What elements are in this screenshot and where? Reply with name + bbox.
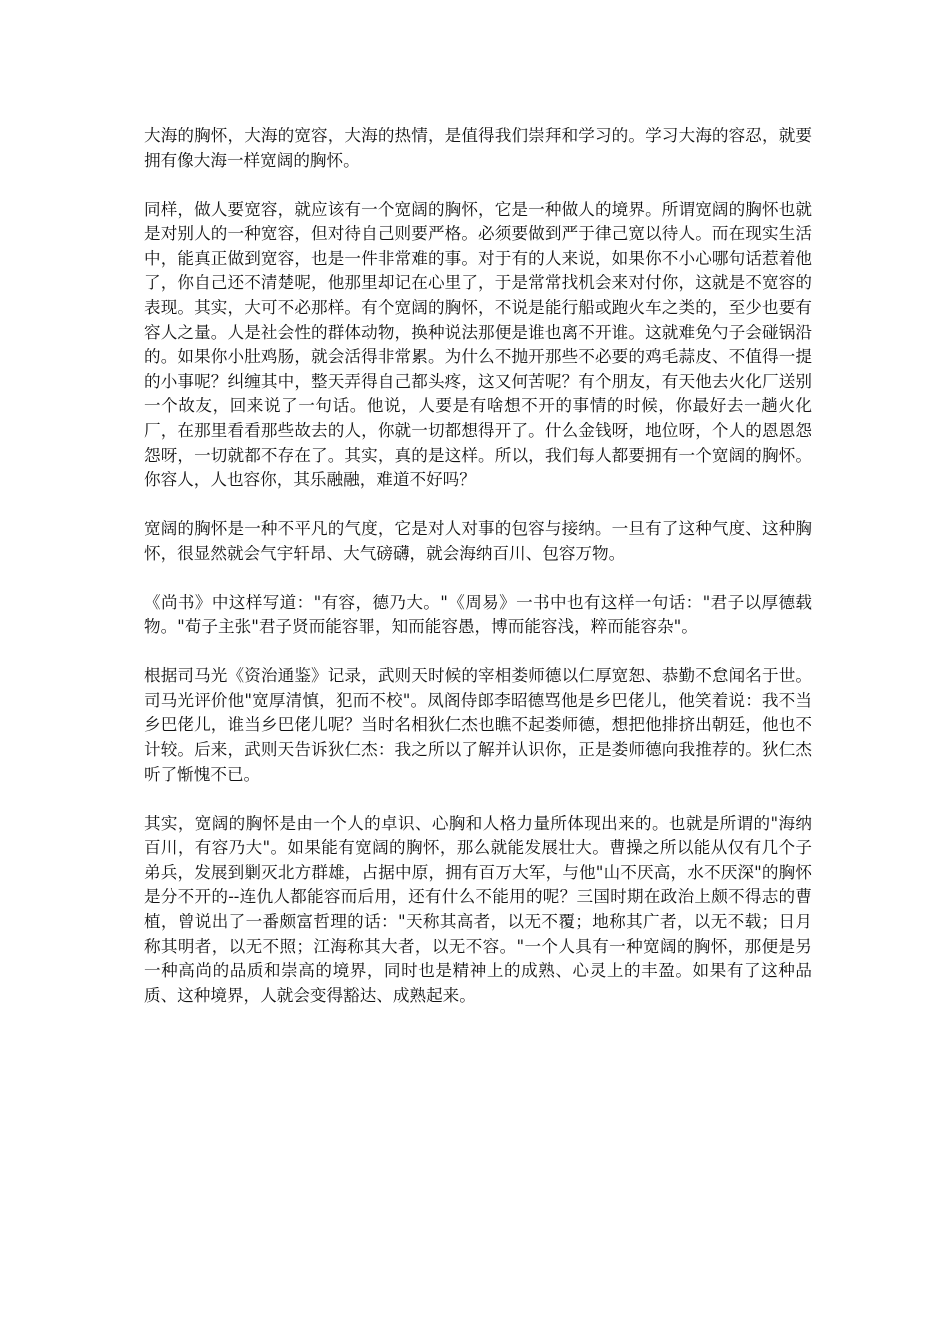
paragraph-2: 同样，做人要宽容，就应该有一个宽阔的胸怀，它是一种做人的境界。所谓宽阔的胸怀也就是对别人的一种宽容，但对待自己则要严格。必须要做到严于律己宽以待人。而在现实生活中，能真正做到宽容，也是一件非常难的事。对于有的人来说，如果你不小心哪句话惹着他了，你自己还不清楚呢，他那里却记在心里了，于是常常找机会来对付你，这就是不宽容的表现。其实，大可不必那样。有个宽阔的胸怀，不说是能行船或跑火车之类的，至少也要有容人之量。人是社会性的群体动物，换种说法那便是谁也离不开谁。这就难免勺子会碰锅沿的。如果你小肚鸡肠，就会活得非常累。为什么不抛开那些不必要的鸡毛蒜皮、不值得一提的小事呢？纠缠其中，整天弄得自己都头疼，这又何苦呢？有个朋友，有天他去火化厂送别一个故友，回来说了一句话。他说，人要是有啥想不开的事情的时候，你最好去一趟火化厂，在那里看看那些故去的人，你就一切都想得开了。什么金钱呀，地位呀，个人的恩恩怨怨呀，一切就都不存在了。其实，真的是这样。所以，我们每人都要拥有一个宽阔的胸怀。你容人，人也容你，其乐融融，难道不好吗？ [144,199,812,490]
document-body [144,124,812,1033]
paragraph-5: 根据司马光《资治通鉴》记录，武则天时候的宰相娄师德以仁厚宽恕、恭勤不怠闻名于世。司马光评价他"宽厚清慎，犯而不校"。凤阁侍郎李昭德骂他是乡巴佬儿，他笑着说：我不当乡巴佬儿，谁当乡巴佬儿呢？当时名相狄仁杰也瞧不起娄师德，想把他排挤出朝廷，他也不计较。后来，武则天告诉狄仁杰：我之所以了解并认识你，正是娄师德向我推荐的。狄仁杰听了惭愧不已。 [144,666,812,784]
paragraph-6: 其实，宽阔的胸怀是由一个人的卓识、心胸和人格力量所体现出来的。也就是所谓的"海纳百川，有容乃大"。如果能有宽阔的胸怀，那么就能发展壮大。曹操之所以能从仅有几个子弟兵，发展到剿灭北方群雄，占据中原，拥有百万大军，与他"山不厌高，水不厌深"的胸怀是分不开的--连仇人都能容而后用，还有什么不能用的呢？三国时期在政治上颇不得志的曹植，曾说出了一番颇富哲理的话："天称其高者，以无不覆；地称其广者，以无不载；日月称其明者，以无不照；江海称其大者，以无不容。"一个人具有一种宽阔的胸怀，那便是另一种高尚的品质和崇高的境界，同时也是精神上的成熟、心灵上的丰盈。如果有了这种品质、这种境界，人就会变得豁达、成熟起来。 [144,813,812,1005]
paragraph-1: 大海的胸怀，大海的宽容，大海的热情，是值得我们崇拜和学习的。学习大海的容忍，就要拥有像大海一样宽阔的胸怀。 [144,126,812,170]
paragraph-4: 《尚书》中这样写道："有容，德乃大。"《周易》一书中也有这样一句话："君子以厚德载物。"荀子主张"君子贤而能容罪，知而能容愚，博而能容浅，粹而能容杂"。 [144,592,812,637]
paragraph-3: 宽阔的胸怀是一种不平凡的气度，它是对人对事的包容与接纳。一旦有了这种气度、这种胸怀，很显然就会气宇轩昂、大气磅礴，就会海纳百川、包容万物。 [144,519,812,563]
